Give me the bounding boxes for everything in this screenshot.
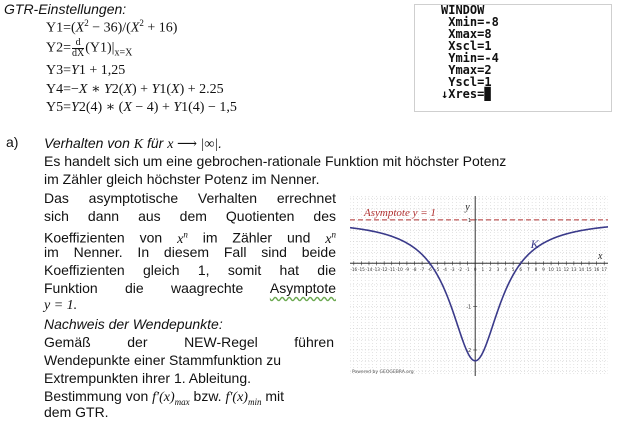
para-line: Koeffizienten gleich 1, somit hat die bbox=[44, 262, 336, 278]
para-line: im Nenner. In diesem Fall sind beide bbox=[44, 244, 336, 260]
x-tick-label: -10 bbox=[395, 267, 403, 273]
x-tick-label: 12 bbox=[563, 267, 569, 273]
nachweis-line: Gemäß der NEW-Regel führen bbox=[44, 334, 334, 350]
window-row: Xmax=8 bbox=[441, 27, 492, 41]
x-tick-label: 4 bbox=[504, 267, 507, 273]
x-tick-label: 17 bbox=[601, 267, 607, 273]
x-tick-label: 0 bbox=[473, 267, 477, 273]
y-axis-label: y bbox=[465, 202, 470, 213]
x-axis-label: x bbox=[598, 251, 603, 263]
intro-line: Es handelt sich um eine gebrochen-rationale Funktion mit höchster Potenz bbox=[44, 153, 507, 169]
para-line: Das asymptotische Verhalten errechnet bbox=[44, 190, 336, 206]
x-tick-label: -3 bbox=[450, 267, 455, 273]
x-tick-label: 6 bbox=[519, 267, 523, 273]
window-row: Ymax=2 bbox=[441, 63, 492, 77]
para-line: y = 1. bbox=[44, 298, 78, 313]
formula-y5: Y5=Y2(4) ∗ (X − 4) + Y1(4) − 1,5 bbox=[46, 100, 237, 115]
x-tick-label: -8 bbox=[412, 267, 417, 273]
x-tick-label: 9 bbox=[542, 267, 545, 273]
x-tick-label: -5 bbox=[435, 267, 440, 273]
y-tick-label: 1 bbox=[468, 217, 472, 224]
x-tick-label: -4 bbox=[442, 267, 447, 273]
function-graph bbox=[350, 196, 608, 376]
x-tick-label: -11 bbox=[388, 267, 396, 273]
x-tick-label: 16 bbox=[593, 267, 600, 273]
intro-line: im Zähler gleich höchster Potenz im Nenner. bbox=[44, 171, 320, 187]
x-tick-label: -6 bbox=[427, 267, 432, 273]
x-tick-label: 14 bbox=[578, 267, 585, 273]
curve-label: K bbox=[530, 237, 539, 252]
nachweis-line: dem GTR. bbox=[44, 404, 109, 420]
formula-y1: $Y1=(X^2 - 36)/(X^2 + 16)$ bbox=[46, 18, 178, 36]
x-tick-label: -12 bbox=[380, 267, 388, 273]
formula-y2: Y2= $\frac{d}{dX}$ $(Y1)|_{x=X}$ bbox=[46, 37, 133, 59]
x-tick-label: -1 bbox=[465, 267, 470, 273]
window-row: Yscl=1 bbox=[441, 75, 492, 89]
para-line: Koeffizienten von $x^n$ im Zähler und $x^n$ bbox=[44, 229, 336, 247]
formula-y4: Y4=−X ∗ Y2(X) + Y1(X) + 2.25 bbox=[46, 82, 224, 97]
calculator-window-screen bbox=[414, 4, 612, 112]
x-tick-label: 3 bbox=[496, 267, 500, 273]
asymptote-label: Asymptote y = 1 bbox=[364, 206, 436, 219]
x-tick-label: 5 bbox=[511, 267, 515, 273]
x-tick-label: 10 bbox=[548, 267, 554, 273]
x-tick-label: 15 bbox=[586, 267, 592, 273]
y-tick-label: -1 bbox=[466, 304, 472, 311]
x-tick-label: -16 bbox=[350, 267, 358, 273]
para-line: Funktion die waagrechte Asymptote bbox=[44, 280, 336, 296]
window-row: WINDOW bbox=[441, 3, 485, 17]
x-tick-label: -9 bbox=[404, 267, 410, 273]
graph-svg bbox=[350, 196, 608, 376]
x-tick-label: -2 bbox=[457, 267, 463, 273]
y-tick-label: -2 bbox=[466, 347, 472, 354]
x-tick-label: -7 bbox=[419, 267, 425, 273]
x-tick-label: 8 bbox=[534, 267, 538, 273]
nachweis-title: Nachweis der Wendepunkte: bbox=[44, 316, 223, 332]
x-tick-label: -14 bbox=[365, 267, 373, 273]
x-tick-label: -15 bbox=[357, 267, 365, 273]
x-tick-label: 13 bbox=[571, 267, 577, 273]
para-line: sich dann aus dem Quotienten des bbox=[44, 208, 336, 224]
window-row: Xmin=-8 bbox=[441, 15, 499, 29]
nachweis-line: Wendepunkte einer Stammfunktion zu bbox=[44, 352, 282, 368]
window-row: Xscl=1 bbox=[441, 39, 492, 53]
x-tick-label: -13 bbox=[373, 267, 380, 273]
formula-y3: Y3=Y1 + 1,25 bbox=[46, 63, 126, 78]
window-row: ↓Xres=▉ bbox=[441, 87, 492, 101]
x-tick-label: 1 bbox=[481, 267, 485, 273]
section-heading: Verhalten von K für x ⟶ |∞|. bbox=[44, 135, 223, 152]
window-row: Ymin=-4 bbox=[441, 51, 499, 65]
x-tick-label: 11 bbox=[556, 267, 562, 273]
nachweis-line: Extrempunkten ihrer 1. Ableitung. bbox=[44, 370, 252, 386]
x-tick-label: 7 bbox=[526, 267, 530, 273]
section-label: a) bbox=[6, 134, 19, 150]
x-tick-label: 2 bbox=[489, 267, 492, 273]
gtr-settings-title: GTR-Einstellungen: bbox=[4, 1, 127, 17]
geogebra-credit: Powered by GEOGEBRA.org bbox=[352, 370, 414, 375]
nachweis-line: Bestimmung von $f'(x)_{max}$ bzw. $f'(x)_{min}$ mit bbox=[44, 388, 285, 407]
